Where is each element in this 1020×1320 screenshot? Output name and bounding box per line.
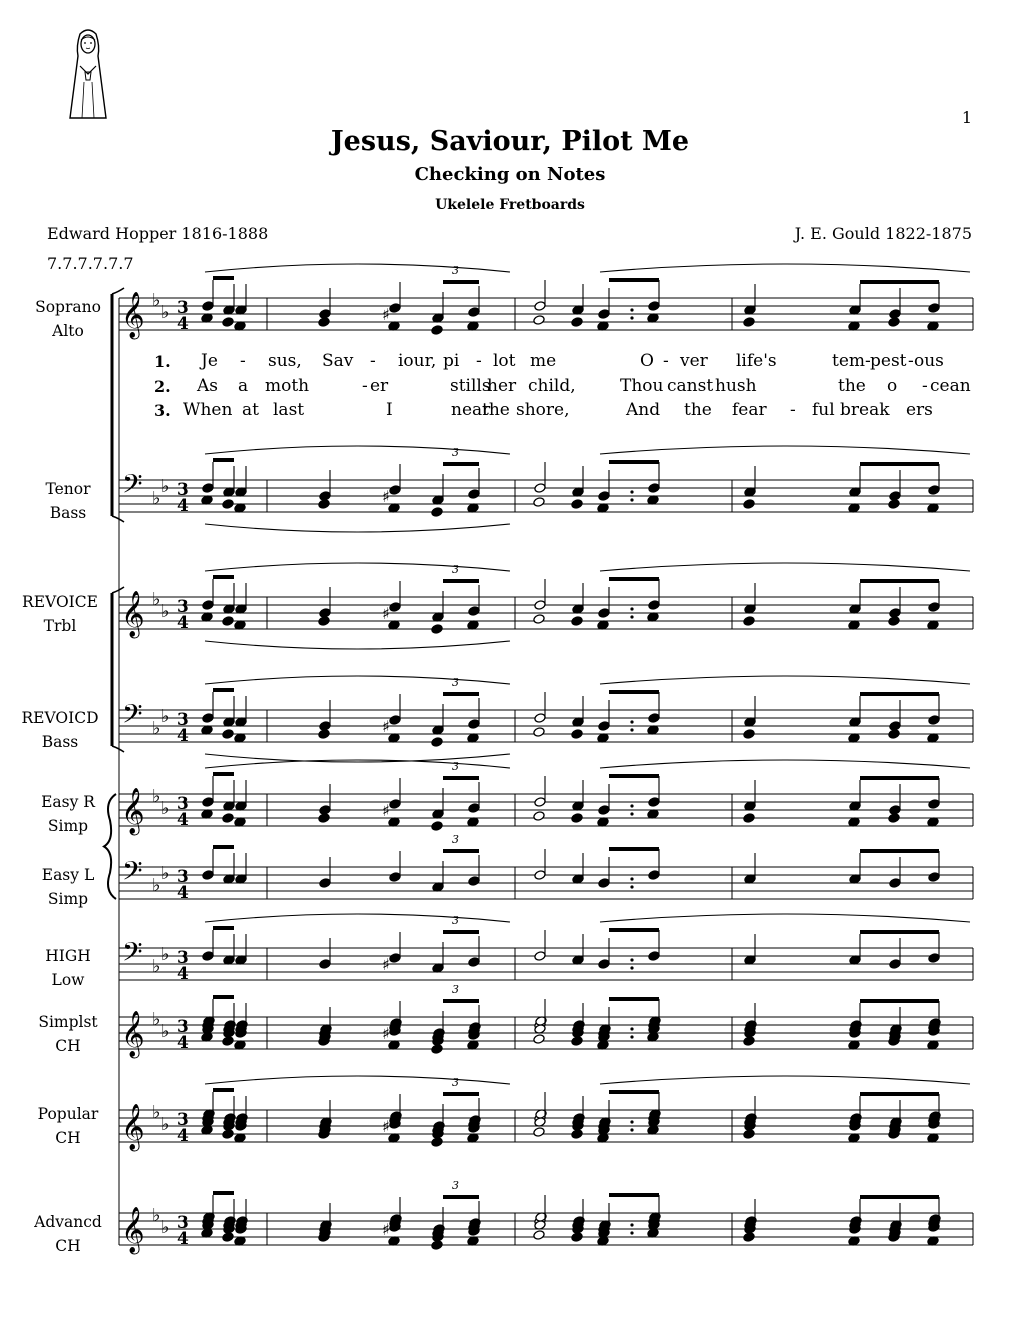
lyric-syllable: her bbox=[487, 376, 517, 396]
notehead bbox=[533, 614, 545, 625]
notehead bbox=[533, 811, 545, 822]
bass-clef-icon: 𝄢 bbox=[122, 936, 143, 974]
time-signature-bottom: 4 bbox=[177, 1033, 189, 1053]
choir-bracket-bottom bbox=[112, 516, 124, 522]
time-signature-top: 3 bbox=[177, 710, 189, 730]
dot bbox=[630, 1231, 633, 1234]
lyric-syllable: o bbox=[887, 376, 898, 396]
notehead bbox=[318, 317, 330, 328]
notehead bbox=[534, 797, 546, 808]
notehead bbox=[571, 616, 583, 627]
dot bbox=[630, 498, 633, 501]
phrase-slur-lower bbox=[205, 524, 510, 532]
time-signature-bottom: 4 bbox=[177, 314, 189, 334]
time-signature-top: 3 bbox=[177, 1110, 189, 1130]
dot bbox=[630, 607, 633, 610]
notehead bbox=[928, 303, 940, 314]
dot bbox=[630, 804, 633, 807]
notehead bbox=[202, 797, 214, 808]
sharp-icon: ♯ bbox=[382, 1220, 390, 1239]
notehead bbox=[888, 499, 900, 510]
tuplet-number: 3 bbox=[452, 914, 459, 927]
notehead bbox=[389, 872, 401, 883]
notehead bbox=[202, 301, 214, 312]
tuplet-number: 3 bbox=[452, 563, 459, 576]
verse-number: 3. bbox=[154, 401, 171, 420]
label-revoice: REVOICE bbox=[22, 593, 98, 611]
phrase-slur bbox=[600, 563, 970, 571]
label-easy-r: Easy R bbox=[41, 793, 95, 811]
flat-icon: ♭ bbox=[152, 786, 161, 807]
label-revoicd: REVOICD bbox=[21, 709, 99, 727]
notehead bbox=[534, 483, 546, 494]
notehead bbox=[598, 721, 610, 732]
notehead bbox=[888, 616, 900, 627]
notehead bbox=[468, 719, 480, 730]
lyric-syllable: sus, bbox=[268, 351, 302, 371]
notehead bbox=[928, 485, 940, 496]
bass-clef-icon: 𝄢 bbox=[122, 698, 143, 736]
notehead bbox=[202, 951, 214, 962]
lyric-syllable: Je bbox=[201, 351, 218, 371]
notehead bbox=[571, 317, 583, 328]
verse-number: 1. bbox=[154, 352, 171, 371]
lyric-hyphen: - bbox=[362, 376, 368, 396]
label-revoicd-bass: Bass bbox=[41, 733, 79, 751]
flat-icon: ♭ bbox=[161, 944, 170, 965]
song-subtitle: Checking on Notes bbox=[414, 164, 606, 185]
notehead bbox=[318, 729, 330, 740]
notehead bbox=[743, 317, 755, 328]
notehead bbox=[389, 303, 401, 314]
treble-clef-icon: 𝄞 bbox=[121, 1207, 145, 1253]
lyric-syllable: me bbox=[530, 351, 557, 371]
dot bbox=[630, 812, 633, 815]
notehead bbox=[389, 602, 401, 613]
lyric-syllable: fear bbox=[732, 400, 767, 420]
dot bbox=[630, 1223, 633, 1226]
lyric-syllable: iour, bbox=[398, 351, 437, 371]
phrase-slur-lower bbox=[205, 641, 510, 649]
notehead bbox=[222, 729, 234, 740]
phrase-slur bbox=[205, 264, 510, 272]
flat-icon: ♭ bbox=[152, 488, 161, 509]
sharp-icon: ♯ bbox=[382, 604, 390, 623]
dot bbox=[630, 615, 633, 618]
dot bbox=[630, 877, 633, 880]
phrase-slur bbox=[205, 914, 510, 922]
lyric-syllable: er bbox=[370, 376, 389, 396]
notehead bbox=[468, 876, 480, 887]
lyric-hyphen: - bbox=[790, 400, 796, 420]
time-signature-top: 3 bbox=[177, 298, 189, 318]
sharp-icon: ♯ bbox=[382, 487, 390, 506]
flat-icon: ♭ bbox=[161, 706, 170, 727]
lyric-syllable: pi bbox=[443, 351, 460, 371]
time-signature-top: 3 bbox=[177, 480, 189, 500]
notehead bbox=[533, 727, 545, 738]
notehead bbox=[648, 797, 660, 808]
time-signature-bottom: 4 bbox=[177, 964, 189, 984]
time-signature-bottom: 4 bbox=[177, 496, 189, 516]
lyric-syllable: tem bbox=[832, 351, 866, 371]
notehead bbox=[598, 608, 610, 619]
notehead bbox=[533, 497, 545, 508]
notehead bbox=[468, 489, 480, 500]
revoice-bracket-bottom bbox=[112, 746, 124, 752]
notehead bbox=[431, 737, 443, 748]
dot bbox=[630, 308, 633, 311]
bass-clef-icon: 𝄢 bbox=[122, 468, 143, 506]
treble-clef-icon: 𝄞 bbox=[121, 1011, 145, 1057]
time-signature-bottom: 4 bbox=[177, 613, 189, 633]
notehead bbox=[534, 713, 546, 724]
lyric-syllable: ful bbox=[812, 400, 835, 420]
label-high: HIGH bbox=[45, 947, 91, 965]
phrase-slur bbox=[205, 676, 510, 684]
notehead bbox=[202, 483, 214, 494]
lyric-syllable: a bbox=[238, 376, 249, 396]
notehead bbox=[889, 959, 901, 970]
lyric-syllable: lot bbox=[493, 351, 516, 371]
time-signature-top: 3 bbox=[177, 948, 189, 968]
time-signature-top: 3 bbox=[177, 597, 189, 617]
label-popular: Popular bbox=[37, 1105, 99, 1123]
notehead bbox=[318, 813, 330, 824]
tuplet-number: 3 bbox=[452, 446, 459, 459]
page-number: 1 bbox=[961, 108, 972, 127]
lyric-syllable: ver bbox=[680, 351, 708, 371]
label-tenor: Tenor bbox=[45, 480, 91, 498]
tuplet-number: 3 bbox=[452, 833, 459, 846]
lyric-syllable: at bbox=[242, 400, 259, 420]
notehead bbox=[598, 309, 610, 320]
dot bbox=[630, 1027, 633, 1030]
sharp-icon: ♯ bbox=[382, 801, 390, 820]
notehead bbox=[389, 715, 401, 726]
notehead bbox=[598, 491, 610, 502]
notehead bbox=[534, 600, 546, 611]
time-signature-bottom: 4 bbox=[177, 1126, 189, 1146]
notehead bbox=[389, 953, 401, 964]
label-advancd-ch: CH bbox=[55, 1237, 81, 1255]
label-easy-l-simp: Simp bbox=[47, 890, 89, 908]
time-signature-top: 3 bbox=[177, 867, 189, 887]
lyric-syllable: stills bbox=[450, 376, 491, 396]
notehead bbox=[648, 713, 660, 724]
notehead bbox=[888, 729, 900, 740]
treble-clef-icon: 𝄞 bbox=[121, 292, 145, 338]
lyric-syllable: I bbox=[386, 400, 393, 420]
sharp-icon: ♯ bbox=[382, 717, 390, 736]
label-popular-ch: CH bbox=[55, 1129, 81, 1147]
notehead bbox=[928, 872, 940, 883]
notehead bbox=[431, 507, 443, 518]
tuplet-number: 3 bbox=[452, 760, 459, 773]
notehead bbox=[222, 317, 234, 328]
easy-brace bbox=[104, 794, 116, 899]
tuplet-number: 3 bbox=[452, 264, 459, 277]
notehead bbox=[533, 1034, 545, 1045]
flat-icon: ♭ bbox=[152, 875, 161, 896]
notehead bbox=[743, 729, 755, 740]
lyric-syllable: near bbox=[451, 400, 491, 420]
flat-icon: ♭ bbox=[152, 1009, 161, 1030]
lyric-syllable: When bbox=[183, 400, 233, 420]
song-title: Jesus, Saviour, Pilot Me bbox=[330, 126, 690, 157]
flat-icon: ♭ bbox=[152, 718, 161, 739]
notehead bbox=[571, 813, 583, 824]
notehead bbox=[928, 953, 940, 964]
time-signature-top: 3 bbox=[177, 794, 189, 814]
lyric-syllable: pest bbox=[870, 351, 907, 371]
lyric-hyphen: - bbox=[663, 351, 669, 371]
lyric-syllable: As bbox=[197, 376, 219, 396]
sharp-icon: ♯ bbox=[382, 1024, 390, 1043]
phrase-slur bbox=[600, 914, 970, 922]
notehead bbox=[648, 483, 660, 494]
dot bbox=[630, 1035, 633, 1038]
lyric-syllable: last bbox=[273, 400, 305, 420]
notehead bbox=[202, 870, 214, 881]
notehead bbox=[533, 1230, 545, 1241]
treble-clef-icon: 𝄞 bbox=[121, 591, 145, 637]
label-easy-r-simp: Simp bbox=[47, 817, 89, 835]
notehead bbox=[534, 951, 546, 962]
phrase-slur bbox=[205, 1076, 510, 1084]
notehead bbox=[468, 307, 480, 318]
lyric-hyphen: - bbox=[908, 351, 914, 371]
notehead bbox=[928, 602, 940, 613]
phrase-slur bbox=[600, 264, 970, 272]
dot bbox=[630, 958, 633, 961]
phrase-slur bbox=[600, 676, 970, 684]
treble-clef-icon: 𝄞 bbox=[121, 788, 145, 834]
notehead bbox=[318, 616, 330, 627]
label-low: Low bbox=[51, 971, 85, 989]
notehead bbox=[888, 813, 900, 824]
notehead bbox=[571, 729, 583, 740]
notehead bbox=[648, 870, 660, 881]
notehead bbox=[648, 951, 660, 962]
flat-icon: ♭ bbox=[152, 1102, 161, 1123]
notehead bbox=[202, 713, 214, 724]
label-easy-l: Easy L bbox=[41, 866, 95, 884]
notehead bbox=[598, 878, 610, 889]
label-alto: Alto bbox=[52, 322, 84, 340]
notehead bbox=[888, 317, 900, 328]
notehead bbox=[648, 301, 660, 312]
dot bbox=[630, 316, 633, 319]
notehead bbox=[222, 499, 234, 510]
lyric-syllable: O bbox=[640, 351, 654, 371]
phrase-slur bbox=[600, 1076, 970, 1084]
lyric-syllable: And bbox=[626, 400, 661, 420]
phrase-slur bbox=[205, 760, 510, 768]
flat-icon: ♭ bbox=[152, 290, 161, 311]
time-signature-bottom: 4 bbox=[177, 810, 189, 830]
notehead bbox=[319, 878, 331, 889]
lyric-syllable: break bbox=[840, 400, 890, 420]
tuplet-number: 3 bbox=[452, 983, 459, 996]
lyric-syllable: Sav bbox=[322, 351, 354, 371]
notehead bbox=[534, 870, 546, 881]
tuplet-number: 3 bbox=[452, 676, 459, 689]
lyric-hyphen: - bbox=[922, 376, 928, 396]
time-signature-bottom: 4 bbox=[177, 883, 189, 903]
lyric-syllable: life's bbox=[736, 351, 777, 371]
flat-icon: ♭ bbox=[161, 1217, 170, 1238]
dot bbox=[630, 720, 633, 723]
flat-icon: ♭ bbox=[152, 589, 161, 610]
lyric-syllable: hush bbox=[715, 376, 757, 396]
sharp-icon: ♯ bbox=[382, 1117, 390, 1136]
lyric-syllable: child, bbox=[528, 376, 576, 396]
notehead bbox=[598, 805, 610, 816]
notehead bbox=[533, 1127, 545, 1138]
phrase-slur bbox=[205, 563, 510, 571]
dot bbox=[630, 885, 633, 888]
notehead bbox=[202, 600, 214, 611]
lyric-syllable: the bbox=[482, 400, 510, 420]
notehead bbox=[533, 315, 545, 326]
flat-icon: ♭ bbox=[161, 302, 170, 323]
notehead bbox=[743, 499, 755, 510]
flat-icon: ♭ bbox=[152, 1205, 161, 1226]
notehead bbox=[468, 803, 480, 814]
phrase-slur-lower bbox=[205, 754, 510, 762]
lyric-syllable: ous bbox=[914, 351, 944, 371]
label-soprano: Soprano bbox=[35, 298, 101, 316]
song-subsubtitle: Ukelele Fretboards bbox=[435, 197, 585, 213]
lyric-syllable: Thou bbox=[620, 376, 664, 396]
verse-number: 2. bbox=[154, 377, 171, 396]
notehead bbox=[389, 485, 401, 496]
lyric-syllable: ers bbox=[906, 400, 933, 420]
phrase-slur bbox=[205, 446, 510, 454]
notehead bbox=[928, 715, 940, 726]
label-simplst-ch: CH bbox=[55, 1037, 81, 1055]
time-signature-top: 3 bbox=[177, 1017, 189, 1037]
notehead bbox=[431, 325, 443, 336]
lyric-syllable: canst bbox=[667, 376, 714, 396]
label-advancd: Advancd bbox=[34, 1213, 102, 1231]
label-trbl: Trbl bbox=[43, 617, 77, 635]
notehead bbox=[431, 821, 443, 832]
flat-icon: ♭ bbox=[161, 1021, 170, 1042]
notehead bbox=[222, 616, 234, 627]
phrase-slur bbox=[600, 760, 970, 768]
lyric-hyphen: - bbox=[370, 351, 376, 371]
flat-icon: ♭ bbox=[161, 798, 170, 819]
treble-clef-icon: 𝄞 bbox=[121, 1104, 145, 1150]
sharp-icon: ♯ bbox=[382, 955, 390, 974]
poet-credit: Edward Hopper 1816-1888 bbox=[47, 224, 269, 243]
meter-label: 7.7.7.7.7.7 bbox=[47, 254, 134, 273]
dot bbox=[630, 966, 633, 969]
time-signature-bottom: 4 bbox=[177, 1229, 189, 1249]
notehead bbox=[571, 499, 583, 510]
notehead bbox=[319, 959, 331, 970]
time-signature-bottom: 4 bbox=[177, 726, 189, 746]
notehead bbox=[389, 799, 401, 810]
notehead bbox=[648, 600, 660, 611]
flat-icon: ♭ bbox=[161, 863, 170, 884]
composer-credit: J. E. Gould 1822-1875 bbox=[794, 224, 972, 243]
tuplet-number: 3 bbox=[452, 1179, 459, 1192]
notehead bbox=[431, 624, 443, 635]
lyric-hyphen: - bbox=[240, 351, 246, 371]
bass-clef-icon: 𝄢 bbox=[122, 855, 143, 893]
notehead bbox=[743, 813, 755, 824]
dot bbox=[630, 728, 633, 731]
time-signature-top: 3 bbox=[177, 1213, 189, 1233]
phrase-slur bbox=[600, 446, 970, 454]
flat-icon: ♭ bbox=[161, 1114, 170, 1135]
sharp-icon: ♯ bbox=[382, 305, 390, 324]
lyric-syllable: the bbox=[684, 400, 712, 420]
lyric-hyphen: - bbox=[865, 351, 871, 371]
dot bbox=[630, 490, 633, 493]
flat-icon: ♭ bbox=[152, 956, 161, 977]
lyric-syllable: moth bbox=[265, 376, 310, 396]
lyric-syllable: cean bbox=[930, 376, 971, 396]
dot bbox=[630, 1120, 633, 1123]
notehead bbox=[598, 959, 610, 970]
notehead bbox=[928, 799, 940, 810]
flat-icon: ♭ bbox=[161, 476, 170, 497]
label-simplst: Simplst bbox=[38, 1013, 98, 1031]
notehead bbox=[222, 813, 234, 824]
tuplet-number: 3 bbox=[452, 1076, 459, 1089]
lyric-hyphen: - bbox=[476, 351, 482, 371]
lyric-syllable: the bbox=[838, 376, 866, 396]
notehead bbox=[889, 878, 901, 889]
dot bbox=[630, 1128, 633, 1131]
notehead bbox=[743, 616, 755, 627]
notehead bbox=[534, 301, 546, 312]
flat-icon: ♭ bbox=[161, 601, 170, 622]
notehead bbox=[318, 499, 330, 510]
notehead bbox=[468, 957, 480, 968]
label-bass: Bass bbox=[49, 504, 87, 522]
notehead bbox=[468, 606, 480, 617]
lyric-syllable: shore, bbox=[516, 400, 570, 420]
